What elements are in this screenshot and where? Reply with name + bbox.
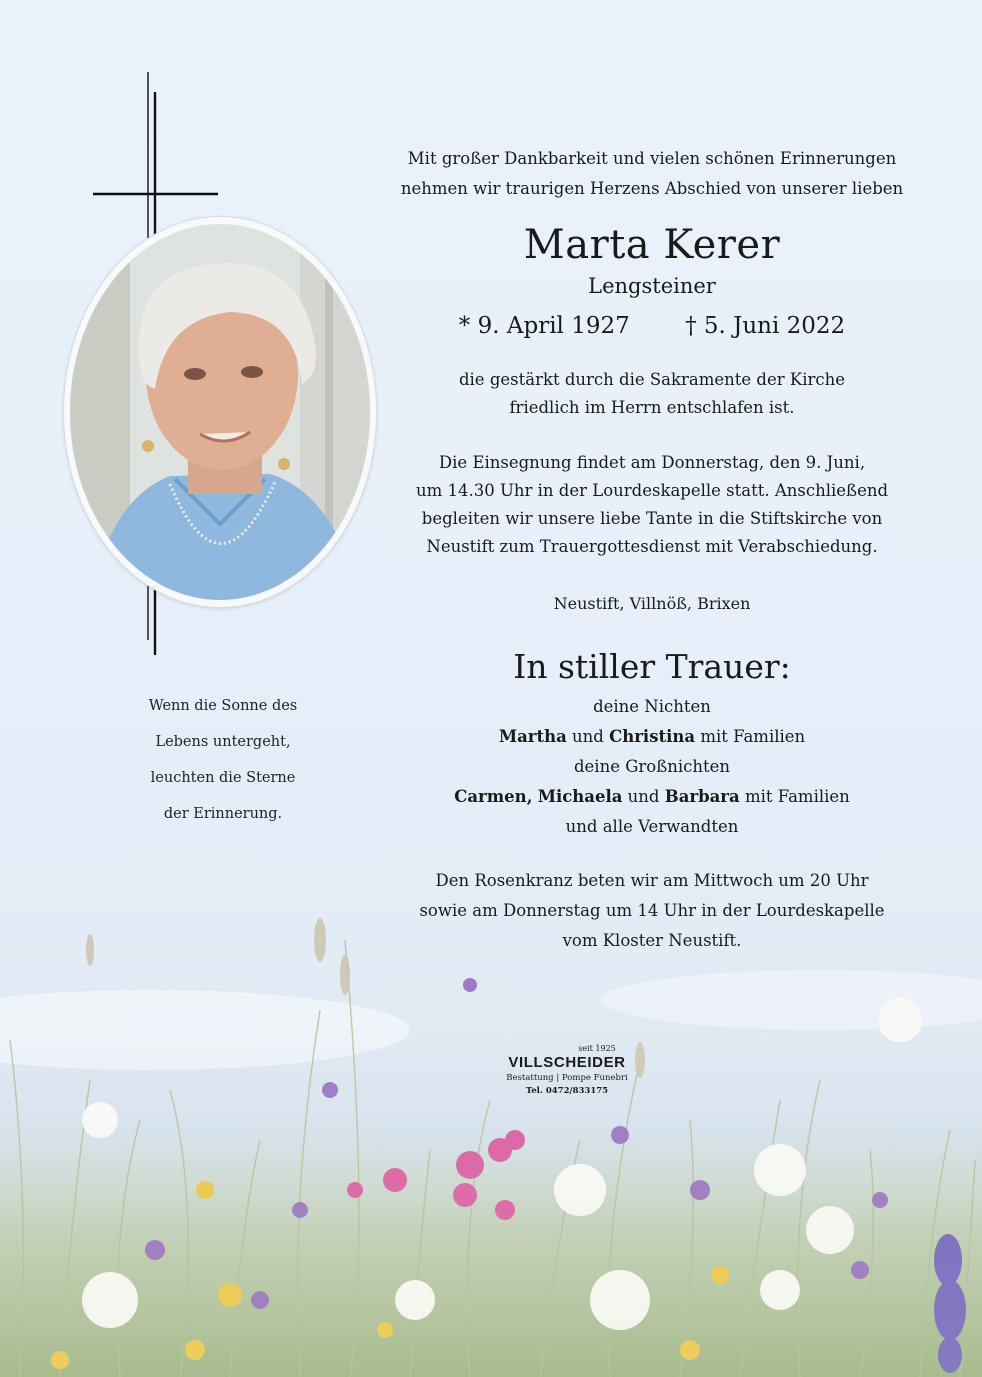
funeral-line: begleiten wir unsere liebe Tante in die Stiftskirche von xyxy=(421,509,883,528)
nieces-names xyxy=(392,722,912,752)
intro-line: Mit großer Dankbarkeit und vielen schönen Erinnerungen xyxy=(407,149,897,168)
mourner-name: Christina xyxy=(609,727,696,746)
funeral-line: Neustift zum Trauergottesdienst mit Verabschiedung. xyxy=(426,537,878,556)
families-note: mit Familien xyxy=(700,727,806,746)
intro-text xyxy=(392,144,912,204)
rosary-text xyxy=(392,866,912,956)
separator: , xyxy=(526,787,533,806)
families-note: mit Familien xyxy=(744,787,850,806)
funeral-details xyxy=(392,449,912,561)
mourning-heading: In stiller Trauer: xyxy=(513,647,791,686)
life-dates xyxy=(392,310,912,342)
rosary-line: vom Kloster Neustift. xyxy=(562,931,742,950)
funeral-line: Die Einsegnung findet am Donnerstag, den 9. Juni, xyxy=(438,453,866,472)
places: Neustift, Villnöß, Brixen xyxy=(553,594,751,613)
sacrament-line: friedlich im Herrn entschlafen ist. xyxy=(509,398,795,417)
rosary-line: Den Rosenkranz beten wir am Mittwoch um 20 Uhr xyxy=(435,871,869,890)
nieces-label: deine Nichten xyxy=(593,697,711,716)
relatives: und alle Verwandten xyxy=(565,817,739,836)
mourner-name: Barbara xyxy=(664,787,740,806)
death-date: † 5. Juni 2022 xyxy=(685,313,846,339)
sacrament-line: die gestärkt durch die Sakramente der Kirche xyxy=(458,370,846,389)
memorial-quote xyxy=(118,688,328,832)
conjunction: und xyxy=(627,787,660,806)
intro-line: nehmen wir traurigen Herzens Abschied von unserer lieben xyxy=(400,179,904,198)
grandnieces-names xyxy=(392,782,912,812)
quote-line: Wenn die Sonne des xyxy=(148,698,298,714)
logo-phone: Tel. 0472/833175 xyxy=(525,1086,609,1096)
portrait-photo xyxy=(70,224,370,600)
rosary-line: sowie am Donnerstag um 14 Uhr in der Lourdeskapelle xyxy=(419,901,885,920)
funeral-home-logo xyxy=(482,1044,652,1098)
mourners-list xyxy=(392,692,912,842)
grandnieces-label: deine Großnichten xyxy=(573,757,731,776)
mourner-name: Martha xyxy=(498,727,567,746)
quote-line: Lebens untergeht, xyxy=(155,734,291,750)
mourner-name: Carmen xyxy=(454,787,527,806)
maiden-name: Lengsteiner xyxy=(588,274,716,298)
conjunction: und xyxy=(572,727,604,746)
sacrament-text xyxy=(392,366,912,422)
birth-date: * 9. April 1927 xyxy=(458,313,630,339)
logo-since: seit 1925 xyxy=(578,1044,616,1053)
logo-subtitle: Bestattung | Pompe Funebri xyxy=(506,1073,628,1083)
mourner-name: Michaela xyxy=(537,787,623,806)
deceased-name: Marta Kerer xyxy=(523,222,781,268)
funeral-line: um 14.30 Uhr in der Lourdeskapelle statt. Anschließend xyxy=(415,481,889,500)
quote-line: der Erinnerung. xyxy=(163,806,283,822)
logo-brand: VILLSCHEIDER xyxy=(508,1054,626,1071)
quote-line: leuchten die Sterne xyxy=(150,770,296,786)
